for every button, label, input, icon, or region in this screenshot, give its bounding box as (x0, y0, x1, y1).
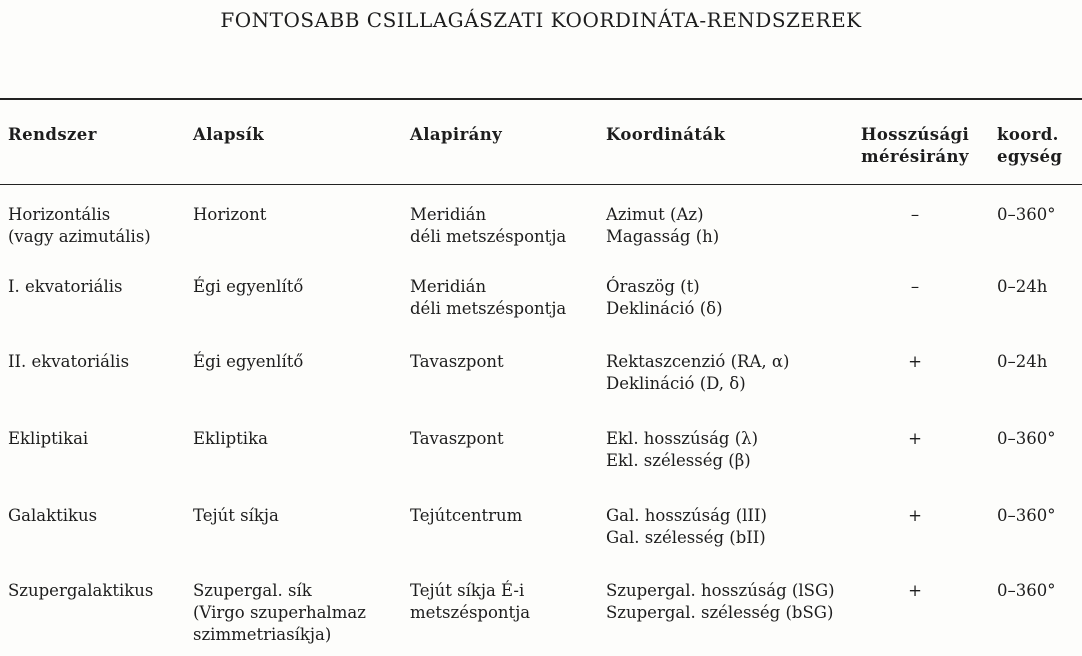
row-4-koord-line1: Ekl. hosszúság (λ) (606, 429, 759, 448)
row-2-alapirany (410, 276, 566, 320)
row-2-iranyt: – (910, 277, 920, 296)
row-1-alapirany-line1: Meridián (410, 205, 487, 224)
row-6-koordinatak (606, 580, 835, 624)
row-6-rendszer: Szupergalaktikus (8, 581, 154, 600)
row-6-iranyt: + (908, 581, 922, 600)
row-2-alapsik: Égi egyenlítő (193, 277, 304, 296)
row-6-alapirany (410, 580, 530, 624)
header-hosszusagi-meresirany (850, 124, 980, 168)
row-6-alapirany-line2: metszéspontja (410, 603, 531, 622)
row-5-koord-line2: Gal. szélesség (bII) (606, 528, 766, 547)
page-title: FONTOSABB CSILLAGÁSZATI KOORDINÁTA-RENDSZEREK (220, 8, 862, 32)
row-1-alapirany-line2: déli metszéspontja (410, 227, 567, 246)
row-3-iranyt: + (908, 352, 922, 371)
row-2-egyseg: 0–24h (997, 277, 1048, 296)
row-1-rendszer (8, 204, 151, 248)
row-2-alapirany-line2: déli metszéspontja (410, 299, 567, 318)
row-6-alapsik-line3: szimmetriasíkja) (193, 625, 332, 644)
row-1-koord-line1: Azimut (Az) (606, 205, 704, 224)
row-5-egyseg: 0–360° (997, 506, 1056, 525)
row-5-koord-line1: Gal. hosszúság (lII) (606, 506, 767, 525)
row-3-koordinatak (606, 351, 789, 395)
row-2-koord-line2: Deklináció (δ) (606, 299, 723, 318)
row-4-koord-line2: Ekl. szélesség (β) (606, 451, 751, 470)
row-6-alapsik (193, 580, 366, 646)
row-4-iranyt: + (908, 429, 922, 448)
row-1-iranyt: – (910, 205, 920, 224)
header-bottom-rule (0, 184, 1082, 185)
row-5-alapsik: Tejút síkja (193, 506, 279, 525)
header-koordinatak: Koordináták (606, 125, 726, 144)
header-hosszusagi-line2: mérésirány (861, 147, 969, 166)
row-5-alapirany: Tejútcentrum (410, 506, 523, 525)
header-hosszusagi-line1: Hosszúsági (860, 125, 970, 144)
row-2-rendszer: I. ekvatoriális (8, 277, 123, 296)
row-6-alapsik-line1: Szupergal. sík (193, 581, 312, 600)
row-6-egyseg: 0–360° (997, 581, 1056, 600)
row-2-koord-line1: Óraszög (t) (606, 277, 700, 296)
row-6-koord-line1: Szupergal. hosszúság (lSG) (606, 581, 835, 600)
row-3-alapsik: Égi egyenlítő (193, 352, 304, 371)
table-top-rule (0, 98, 1082, 100)
row-6-koord-line2: Szupergal. szélesség (bSG) (606, 603, 834, 622)
row-1-alapirany (410, 204, 566, 248)
row-5-koordinatak (606, 505, 767, 549)
row-1-alapsik: Horizont (193, 205, 267, 224)
row-3-koord-line2: Deklináció (D, δ) (606, 374, 746, 393)
row-1-egyseg: 0–360° (997, 205, 1056, 224)
row-3-alapirany: Tavaszpont (410, 352, 504, 371)
header-rendszer: Rendszer (8, 125, 97, 144)
row-1-rendszer-line2: (vagy azimutális) (8, 227, 151, 246)
row-6-alapsik-line2: (Virgo szuperhalmaz (193, 603, 366, 622)
row-2-koordinatak (606, 276, 723, 320)
row-4-egyseg: 0–360° (997, 429, 1056, 448)
row-5-rendszer: Galaktikus (8, 506, 98, 525)
row-3-rendszer: II. ekvatoriális (8, 352, 130, 371)
row-4-koordinatak (606, 428, 758, 472)
header-alapirany: Alapirány (410, 125, 503, 144)
row-3-koord-line1: Rektaszcenzió (RA, α) (606, 352, 790, 371)
header-koord-egyseg (997, 124, 1062, 168)
row-4-alapirany: Tavaszpont (410, 429, 504, 448)
row-3-egyseg: 0–24h (997, 352, 1048, 371)
row-1-koord-line2: Magasság (h) (606, 227, 720, 246)
row-2-alapirany-line1: Meridián (410, 277, 487, 296)
row-1-rendszer-line1: Horizontális (8, 205, 111, 224)
row-1-koordinatak (606, 204, 719, 248)
header-egyseg-line2: egység (997, 147, 1063, 166)
row-6-alapirany-line1: Tejút síkja É-i (410, 581, 525, 600)
header-alapsik: Alapsík (193, 125, 265, 144)
row-4-rendszer: Ekliptikai (8, 429, 89, 448)
row-5-iranyt: + (908, 506, 922, 525)
header-egyseg-line1: koord. (997, 125, 1059, 144)
row-4-alapsik: Ekliptika (193, 429, 268, 448)
